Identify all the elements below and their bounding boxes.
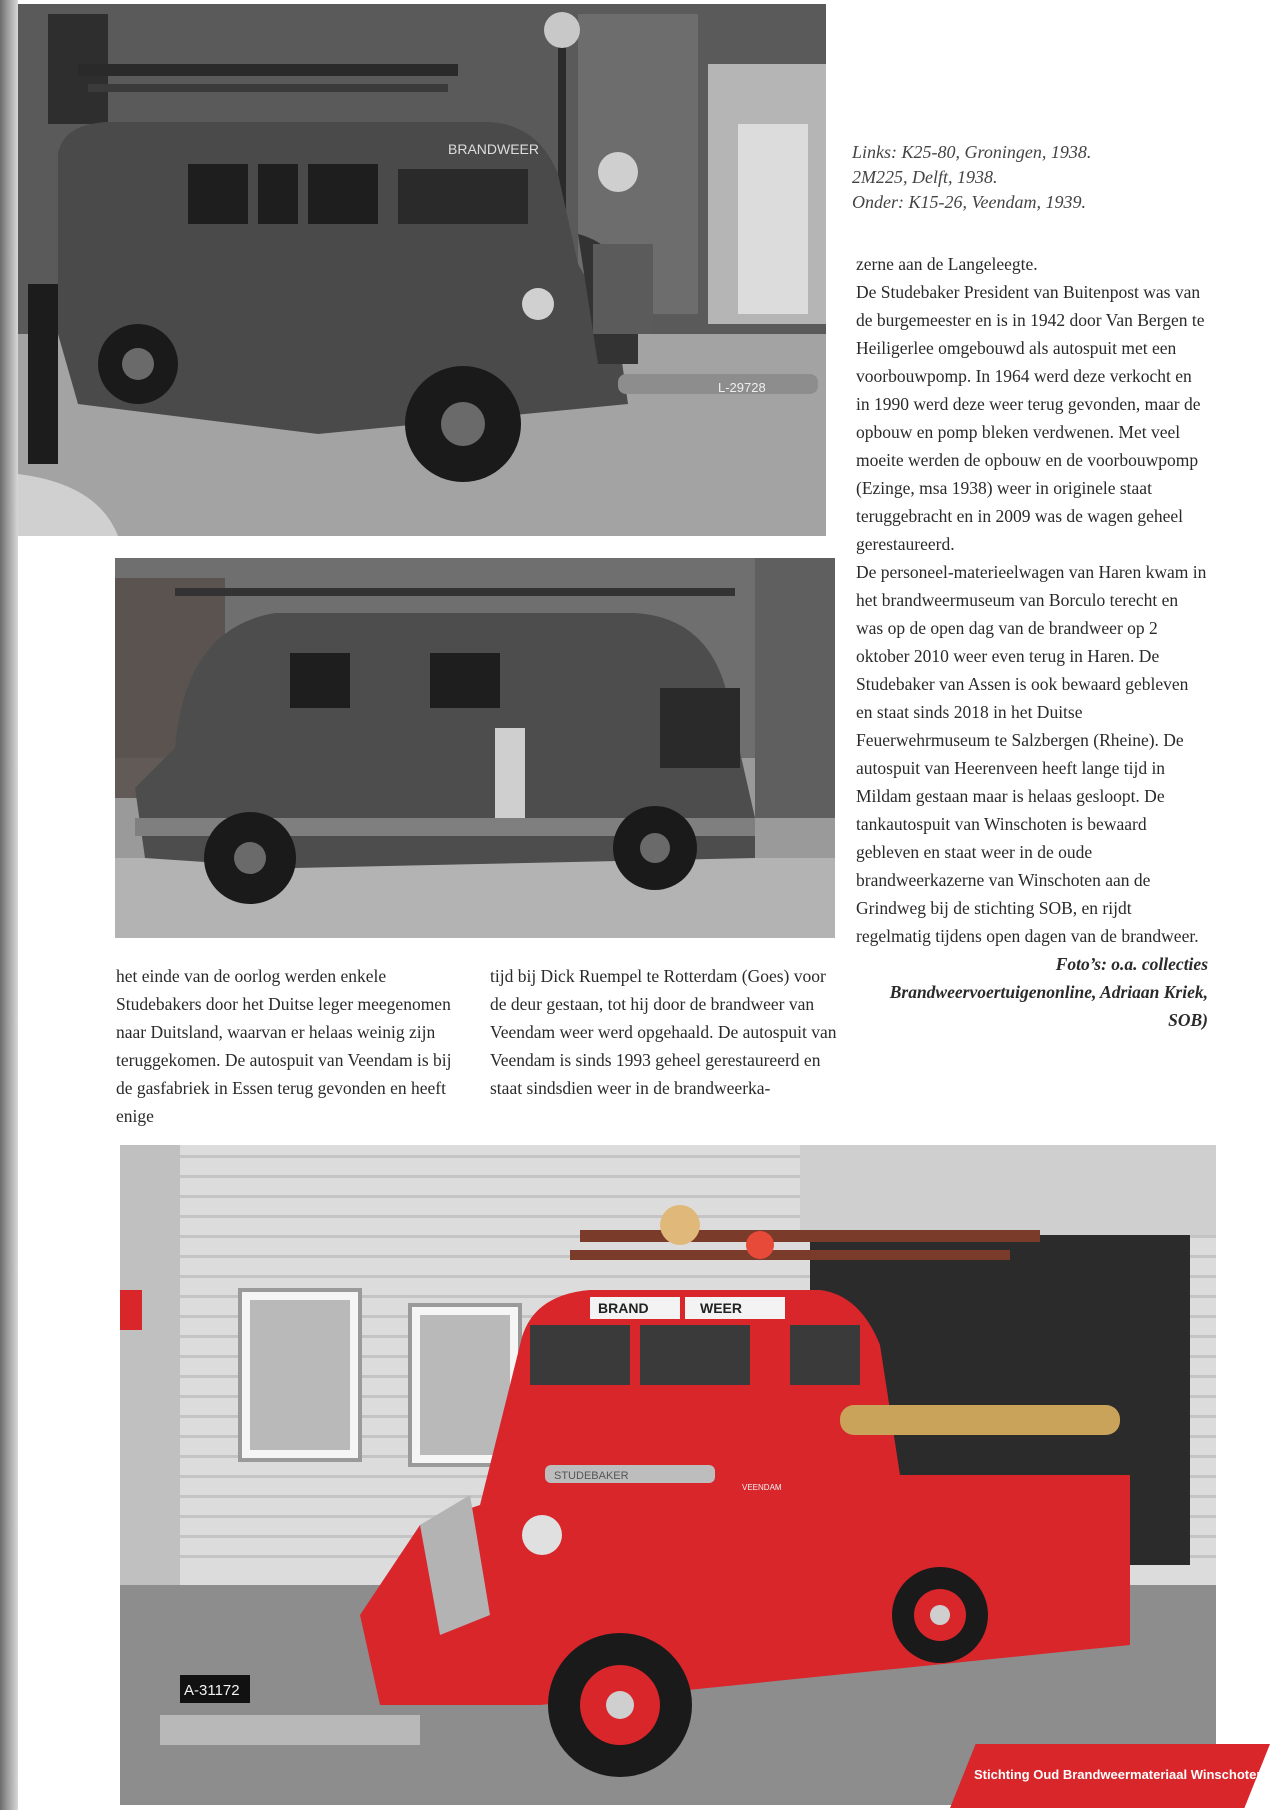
paragraph: het einde van de oorlog werden enkele Studebakers door het Duitse leger meegenomen naar Duitsland, waarvan er helaas weinig zijn teruggekomen. De autospuit van Veendam is bij de gasfabriek in Essen terug gevonden en heeft enige [116, 966, 452, 1126]
left-text-column [116, 962, 472, 1130]
photo-caption [852, 140, 1182, 215]
caption-line: Links: K25-80, Groningen, 1938. [852, 142, 1092, 162]
bottom-truck-grille-badge: STUDEBAKER [554, 1470, 629, 1482]
bottom-truck-door-text: VEENDAM [742, 1483, 782, 1492]
bottom-truck-sign-right: WEER [700, 1300, 742, 1316]
caption-line: 2M225, Delft, 1938. [852, 167, 998, 187]
middle-text-column [490, 962, 842, 1102]
photo-middle-bw-fire-truck [115, 558, 835, 938]
paragraph: tijd bij Dick Ruempel te Rotterdam (Goes) voor de deur gestaan, tot hij door de brandweer van Veendam weer werd opgehaald. De autospuit van Veendam is sinds 1993 geheel gerestaureerd en staat sindsdien weer in de brandweerka- [490, 966, 837, 1098]
top-truck-sign: BRANDWEER [448, 141, 540, 157]
footer-label: Stichting Oud Brandweermateriaal Winschoten [974, 1767, 1265, 1782]
top-truck-plate: L-29728 [718, 380, 766, 395]
paragraph: De personeel-materieelwagen van Haren kwam in het brandweermuseum van Borculo terecht en was op de open dag van de brandweer op 2 oktober 2010 weer even terug in Haren. De Studebaker van Assen is ook bewaard gebleven en staat sinds 2018 in het Duitse Feuerwehrmuseum te Salzbergen (Rheine). De autospuit van Heerenveen heeft lange tijd in Mildam gestaan maar is helaas gesloopt. De tankautospuit van Winschoten is bewaard gebleven en staat weer in de oude brandweerkazerne van Winschoten aan de Grindweg bij de stichting SOB, en rijdt regelmatig tijdens open dagen van de brandweer. [856, 562, 1207, 946]
bottom-truck-sign-left: BRAND [598, 1300, 649, 1316]
page-spine-shadow [0, 0, 18, 1810]
photo-top-bw-fire-truck [18, 4, 826, 536]
right-text-column [856, 250, 1208, 1034]
photo-bottom-red-fire-truck [120, 1145, 1216, 1805]
paragraph: zerne aan de Langeleegte. [856, 254, 1038, 274]
bottom-truck-plate: A-31172 [184, 1682, 240, 1699]
photo-credit: Foto’s: o.a. collecties Brandweervoertuigenonline, Adriaan Kriek, SOB) [889, 954, 1208, 1030]
paragraph: De Studebaker President van Buitenpost was van de burgemeester en is in 1942 door Van Bergen te Heiligerlee omgebouwd als autospuit met een voorbouwpomp. In 1964 werd deze verkocht en in 1990 werd deze weer terug gevonden, maar de opbouw en pomp bleken verdwenen. Met veel moeite werden de opbouw en de voorbouwpomp (Ezinge, msa 1938) weer in originele staat teruggebracht en in 2009 was de wagen geheel gerestaureerd. [856, 282, 1205, 554]
caption-line: Onder: K15-26, Veendam, 1939. [852, 192, 1086, 212]
